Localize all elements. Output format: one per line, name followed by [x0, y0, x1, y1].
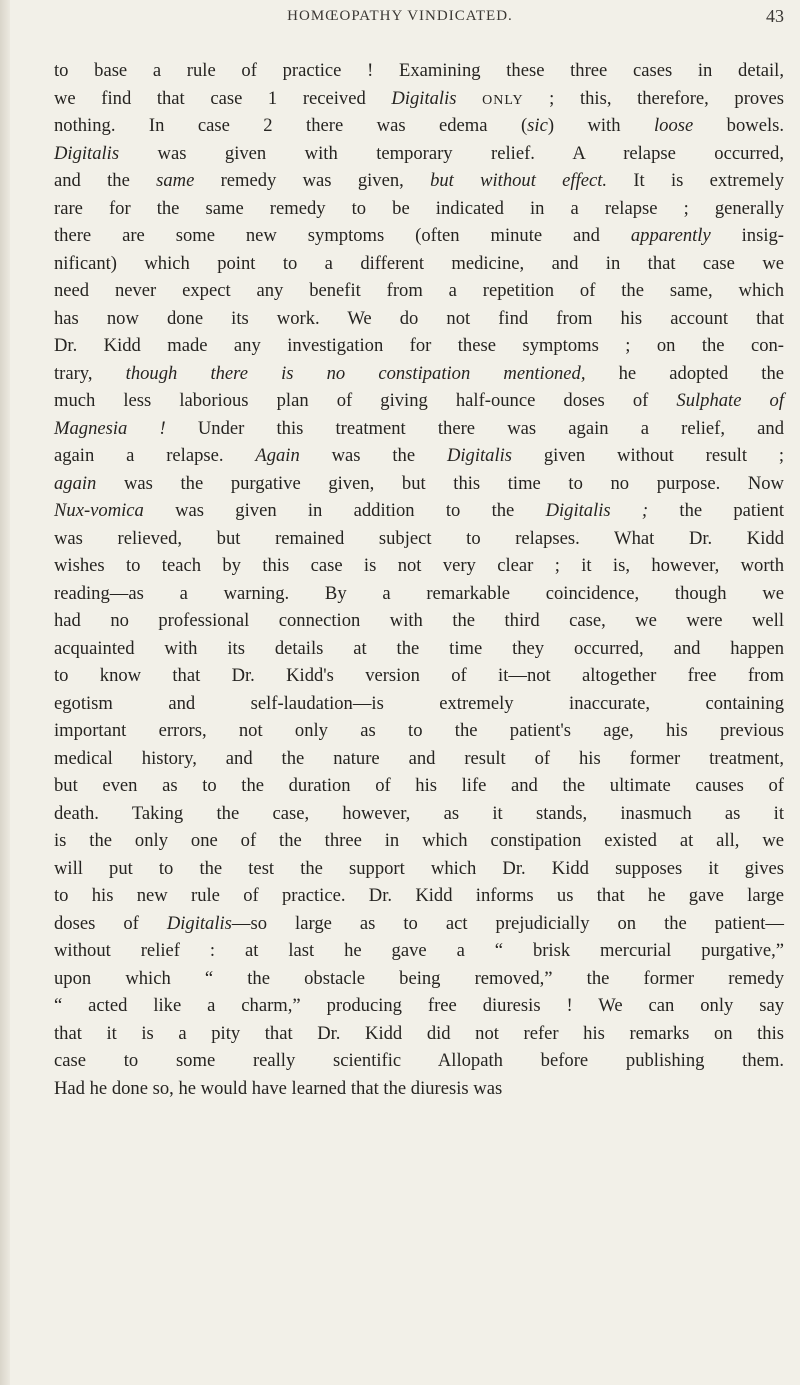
text-line [54, 1047, 784, 1075]
text-span: has now done its work. We do not find from his account that [54, 307, 784, 329]
text-span: need never expect any benefit from a repetition of the same, which [54, 280, 784, 301]
text-span: and the [54, 170, 157, 191]
text-line [54, 497, 784, 525]
text-line [54, 140, 784, 168]
text-span: reading—as a warning. By a remarkable coincidence, though we [54, 582, 784, 604]
text-span: Under this treatment there was again a relief, and [165, 417, 784, 439]
text-span: much less laborious plan of giving half-ounce doses of [54, 390, 677, 411]
text-span [456, 88, 482, 109]
italic-text: loose [653, 115, 694, 136]
text-line [54, 222, 784, 250]
small-caps-text: ONLY [482, 92, 524, 108]
text-line [54, 360, 784, 388]
text-span: death. Taking the case, however, as it stands, inasmuch as it [54, 802, 784, 824]
text-span: It is extremely [607, 170, 784, 191]
text-line [54, 855, 784, 883]
text-span: case to some really scientific Allopath before publishing them. [54, 1050, 784, 1071]
text-span: insig- [710, 225, 784, 246]
text-line [54, 882, 784, 910]
text-line [54, 772, 784, 800]
text-span: ; this, therefore, proves [523, 87, 784, 109]
page-number: 43 [766, 6, 784, 26]
text-span: is the only one of the three in which constipation existed at all, we [54, 830, 784, 851]
text-line [54, 635, 784, 663]
text-span: was given with temporary relief. A relapse occurred, [119, 142, 784, 164]
text-span: to base a rule of practice ! Examining these three cases in detail, [54, 60, 784, 81]
text-span: Had he done so, he would have learned that the diuresis was [54, 1077, 503, 1099]
italic-text: though there is no constipation mentioned, [125, 362, 586, 384]
text-line [54, 910, 784, 938]
text-span: rare for the same remedy to be indicated in a relapse ; generally [54, 197, 784, 219]
text-line [54, 827, 784, 855]
running-head [0, 6, 800, 30]
text-line [54, 607, 784, 635]
text-span: —so large as to act prejudicially on the patient— [231, 912, 785, 934]
text-line [54, 57, 784, 85]
text-line [54, 745, 784, 773]
italic-text: but without effect. [430, 170, 608, 191]
italic-text: Digitalis [391, 87, 457, 109]
text-line [54, 800, 784, 828]
text-span: acquainted with its details at the time they occurred, and happen [54, 637, 784, 659]
body-text [54, 57, 784, 1102]
running-head-title: HOMŒOPATHY VINDICATED. [287, 8, 513, 24]
text-line [54, 387, 784, 415]
text-line [54, 992, 784, 1020]
text-line [54, 250, 784, 278]
text-line [54, 85, 784, 113]
text-span: remedy was given, [194, 170, 431, 191]
text-span: doses of [54, 912, 167, 934]
italic-text: same [156, 170, 195, 191]
italic-text: Sulphate of [676, 390, 784, 411]
text-line [54, 195, 784, 223]
text-span: that it is a pity that Dr. Kidd did not refer his remarks on this [54, 1022, 784, 1044]
text-line [54, 442, 784, 470]
text-line [54, 332, 784, 360]
italic-text: Digitalis [54, 142, 120, 164]
text-span: nothing. In case 2 there was edema ( [54, 115, 528, 136]
text-span: ) with [547, 115, 654, 136]
text-line [54, 1020, 784, 1048]
text-line [54, 580, 784, 608]
text-line [54, 415, 784, 443]
text-span: important errors, not only as to the patient's age, his previous [54, 720, 784, 741]
italic-text: Again [255, 445, 300, 466]
text-line [54, 305, 784, 333]
text-span: was the purgative given, but this time to no purpose. Now [96, 472, 784, 494]
text-span: given without result ; [512, 445, 785, 466]
italic-text: Digitalis [446, 445, 513, 466]
text-line [54, 470, 784, 498]
text-span: we find that case 1 received [54, 87, 392, 109]
text-span: to his new rule of practice. Dr. Kidd informs us that he gave large [54, 885, 784, 906]
italic-text: Magnesia ! [54, 417, 166, 439]
text-line [54, 690, 784, 718]
text-line [54, 525, 784, 553]
text-span: without relief : at last he gave a “ brisk mercurial purgative,” [54, 940, 784, 961]
text-line [54, 277, 784, 305]
text-span: medical history, and the nature and result of his former treatment, [54, 747, 784, 769]
text-span: again a relapse. [54, 445, 256, 466]
italic-text: sic [527, 115, 548, 136]
italic-text: Nux-vomica [54, 500, 144, 521]
text-span: egotism and self-laudation—is extremely inaccurate, containing [54, 692, 784, 714]
text-span: will put to the test the support which Dr. Kidd supposes it gives [54, 857, 784, 879]
text-span: trary, [54, 362, 126, 384]
text-span: “ acted like a charm,” producing free diuresis ! We can only say [54, 995, 784, 1016]
text-line [54, 112, 784, 140]
text-line [54, 965, 784, 993]
text-line [54, 717, 784, 745]
text-span: was relieved, but remained subject to relapses. What Dr. Kidd [54, 527, 784, 549]
text-span: he adopted the [585, 362, 784, 384]
text-span: the patient [648, 500, 784, 521]
text-span: but even as to the duration of his life and the ultimate causes of [54, 775, 784, 796]
text-span: wishes to teach by this case is not very clear ; it is, however, worth [54, 555, 784, 576]
text-line [54, 1075, 784, 1103]
text-span: upon which “ the obstacle being removed,” the former remedy [54, 967, 784, 989]
text-span: was given in addition to the [143, 500, 546, 521]
text-line [54, 937, 784, 965]
text-line [54, 167, 784, 195]
text-line [54, 552, 784, 580]
text-span: nificant) which point to a different medicine, and in that case we [54, 252, 784, 274]
text-span: there are some new symptoms (often minute and [54, 225, 631, 246]
italic-text: again [54, 472, 97, 494]
text-span: Dr. Kidd made any investigation for these symptoms ; on the con- [54, 335, 784, 356]
text-span: bowels. [693, 115, 785, 136]
italic-text: apparently [630, 225, 711, 246]
text-span: to know that Dr. Kidd's version of it—not altogether free from [54, 665, 784, 686]
text-span: was the [299, 445, 447, 466]
page-gutter-shadow [0, 0, 10, 1385]
italic-text: Digitalis ; [545, 500, 649, 521]
text-span: had no professional connection with the third case, we were well [54, 610, 784, 631]
italic-text: Digitalis [166, 912, 232, 934]
text-line [54, 662, 784, 690]
